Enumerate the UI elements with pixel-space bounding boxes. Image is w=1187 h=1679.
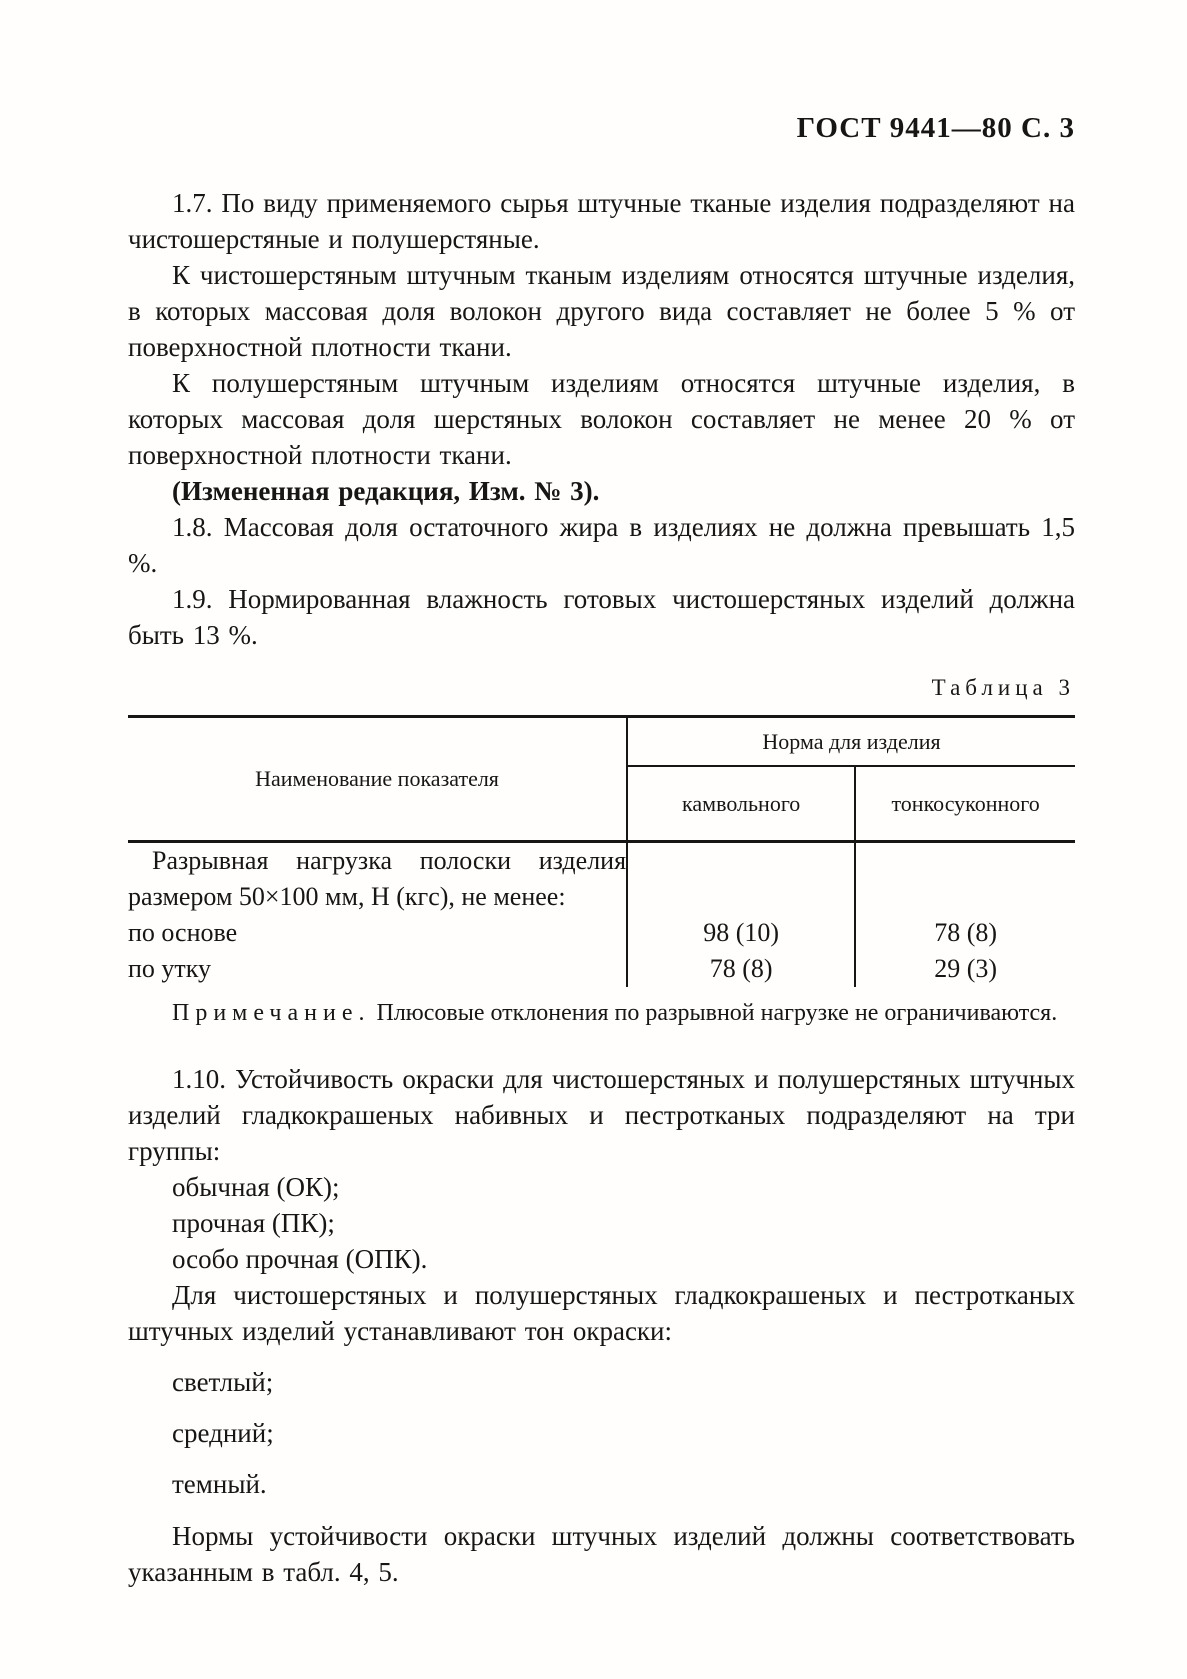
paragraph-1-7: 1.7. По виду применяемого сырья штучные тканые изделия подразделяют на чистошерстяные и полушерстяные. xyxy=(128,188,1075,254)
table-note-text: Плюсовые отклонения по разрывной нагрузке не ограничиваются. xyxy=(370,1000,1058,1026)
paragraph-tone: Для чистошерстяных и полушерстяных гладкокрашеных и пестротканых штучных изделий устанавливают тон окраски: xyxy=(128,1280,1075,1346)
empty-cell xyxy=(855,842,1075,916)
table-3 xyxy=(128,715,1075,987)
section-1-7-to-1-9 xyxy=(128,185,1075,653)
tone-item-light: светлый; xyxy=(172,1367,274,1397)
tone-item-dark: темный. xyxy=(172,1469,267,1499)
paragraph-1-7-half-wool: К полушерстяным штучным изделиям относятся штучные изделия, в которых массовая доля шерстяных волокон составляет не менее 20 % от поверхностной плотности ткани. xyxy=(128,368,1075,470)
table-row-weft xyxy=(128,951,1075,987)
paragraph-1-7-pure-wool: К чистошерстяным штучным тканым изделиям относятся штучные изделия, в которых массовая доля волокон другого вида составляет не более 5 % от поверхностной плотности ткани. xyxy=(128,260,1075,362)
table-row-warp xyxy=(128,915,1075,951)
section-1-10 xyxy=(128,1061,1075,1590)
page-header: ГОСТ 9441—80 С. 3 xyxy=(796,112,1075,144)
value-weft-kamvolnogo: 78 (8) xyxy=(627,951,855,987)
table-3-body xyxy=(128,842,1075,988)
empty-cell xyxy=(627,842,855,916)
value-weft-tonkosukonnogo: 29 (3) xyxy=(934,954,998,983)
row-name-weft: по утку xyxy=(128,951,627,987)
tone-item-medium: средний; xyxy=(172,1418,274,1448)
table-3-label: Таблица 3 xyxy=(931,675,1075,700)
column-header-kamvolnogo: камвольного xyxy=(627,766,855,842)
table-row-indicator xyxy=(128,842,1075,916)
group-item-opk: особо прочная (ОПК). xyxy=(172,1244,428,1274)
row-name-warp: по основе xyxy=(128,915,627,951)
table-3-header xyxy=(128,717,1075,842)
indicator-description: Разрывная нагрузка полоски изделия размером 50×100 мм, Н (кгс), не менее: xyxy=(128,842,627,916)
table-note xyxy=(128,997,1075,1029)
column-header-indicator-name: Наименование показателя xyxy=(128,717,627,842)
group-item-pk: прочная (ПК); xyxy=(172,1208,335,1238)
group-item-ok: обычная (ОК); xyxy=(172,1172,340,1202)
paragraph-1-9: 1.9. Нормированная влажность готовых чистошерстяных изделий должна быть 13 %. xyxy=(128,584,1075,650)
paragraph-1-10: 1.10. Устойчивость окраски для чистошерстяных и полушерстяных штучных изделий гладкокрашеных набивных и пестротканых подразделяют на три группы: xyxy=(128,1064,1075,1166)
column-header-norm: Норма для изделия xyxy=(627,717,1075,767)
column-header-tonkosukonnogo: тонкосуконного xyxy=(891,790,1040,816)
amendment-note: (Измененная редакция, Изм. № 3). xyxy=(172,476,600,506)
paragraph-1-8: 1.8. Массовая доля остаточного жира в изделиях не должна превышать 1,5 %. xyxy=(128,512,1075,578)
table-3-block xyxy=(128,675,1075,1029)
value-warp-tonkosukonnogo: 78 (8) xyxy=(934,918,998,947)
table-note-label: Примечание. xyxy=(172,1000,371,1026)
value-warp-kamvolnogo: 98 (10) xyxy=(627,915,855,951)
paragraph-norms-reference: Нормы устойчивости окраски штучных изделий должны соответствовать указанным в табл. 4, 5. xyxy=(128,1521,1075,1587)
